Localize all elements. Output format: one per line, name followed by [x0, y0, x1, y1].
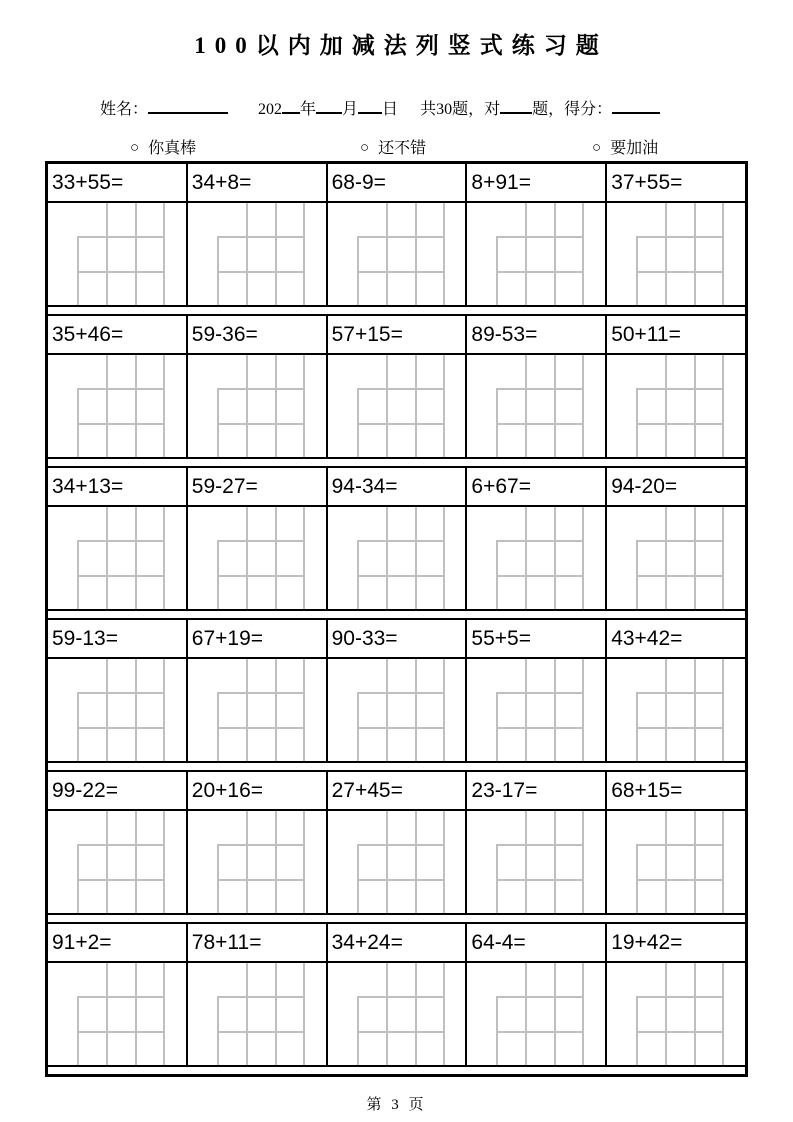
problem-text: 59-36= — [188, 316, 328, 353]
row-spacer — [48, 761, 745, 772]
calc-grid-line — [135, 963, 137, 1065]
calc-grid-line — [275, 355, 277, 457]
vertical-calc-grid-cell — [48, 963, 188, 1065]
problem-text: 34+8= — [188, 164, 328, 201]
problem-text: 34+13= — [48, 468, 188, 505]
calc-grid-line — [525, 203, 527, 305]
calc-grid-line — [496, 236, 584, 238]
calc-grid-line — [415, 659, 417, 761]
calc-grid-line — [246, 963, 248, 1065]
calc-grid-line — [636, 844, 724, 846]
calc-grid-line — [582, 811, 584, 913]
calc-grid-line — [694, 203, 696, 305]
calc-grid-line — [496, 996, 584, 998]
work-area-row — [48, 507, 745, 609]
problem-text: 57+15= — [328, 316, 468, 353]
calc-grid-line — [443, 659, 445, 761]
vertical-calc-grid-cell — [607, 811, 745, 913]
problem-text: 20+16= — [188, 772, 328, 809]
calc-grid-line — [665, 355, 667, 457]
calc-grid-line — [694, 659, 696, 761]
calc-grid-line — [135, 507, 137, 609]
vertical-calc-grid-cell — [48, 355, 188, 457]
vertical-calc-grid-cell — [467, 507, 607, 609]
problem-text: 50+11= — [611, 322, 681, 346]
calc-grid-line — [77, 236, 165, 238]
calc-grid-line — [386, 659, 388, 761]
calc-grid-line — [636, 388, 724, 390]
calc-grid-line — [582, 203, 584, 305]
problem-text: 33+55= — [48, 164, 188, 201]
page-number: 第 3 页 — [366, 1097, 427, 1113]
day-blank-line — [358, 99, 382, 114]
calc-grid-line — [246, 355, 248, 457]
calc-grid-line — [525, 811, 527, 913]
rating-option-great — [130, 135, 196, 158]
problem-block-row-4 — [48, 620, 745, 761]
vertical-calc-grid-cell — [48, 659, 188, 761]
calc-grid-line — [722, 507, 724, 609]
calc-grid-line — [665, 507, 667, 609]
vertical-calc-grid-cell — [188, 355, 328, 457]
calc-grid-line — [357, 727, 445, 729]
name-blank-line — [148, 99, 228, 114]
problem-text: 89-53= — [467, 316, 607, 353]
calc-grid-line — [443, 963, 445, 1065]
problem-text: 8+91= — [467, 164, 607, 201]
calc-grid-line — [77, 692, 165, 694]
vertical-calc-grid-cell — [467, 811, 607, 913]
problem-text: 43+42= — [611, 626, 683, 650]
calc-grid-line — [636, 692, 724, 694]
name-label: 姓名： — [100, 101, 149, 118]
vertical-calc-grid-cell — [607, 203, 745, 305]
rating-option-effort — [592, 135, 658, 158]
calc-grid-line — [554, 507, 556, 609]
problem-block-row-1 — [48, 164, 745, 305]
calc-grid-line — [135, 203, 137, 305]
calc-grid-line — [694, 963, 696, 1065]
calc-grid-line — [694, 355, 696, 457]
problem-text: 94-20= — [611, 474, 678, 498]
vertical-calc-grid-cell — [607, 963, 745, 1065]
calc-grid-line — [525, 355, 527, 457]
calc-grid-line — [636, 1031, 724, 1033]
calc-grid-line — [582, 507, 584, 609]
work-area-row — [48, 203, 745, 305]
problem-block-row-5 — [48, 772, 745, 913]
calc-grid-line — [303, 355, 305, 457]
work-area-row — [48, 355, 745, 457]
vertical-calc-grid-cell — [48, 811, 188, 913]
calc-grid-line — [275, 659, 277, 761]
problem-text: 78+11= — [188, 924, 328, 961]
rating-label: 你真棒 — [148, 140, 197, 157]
row-spacer — [48, 913, 745, 924]
problem-text: 37+55= — [611, 170, 683, 194]
calc-grid-line — [135, 355, 137, 457]
calc-grid-line — [246, 811, 248, 913]
calc-grid-line — [77, 996, 165, 998]
calc-grid-line — [303, 811, 305, 913]
calc-grid-line — [77, 1031, 165, 1033]
problem-text: 6+67= — [467, 468, 607, 505]
calc-grid-line — [77, 423, 165, 425]
calc-grid-line — [217, 1031, 305, 1033]
rating-label: 要加油 — [610, 140, 659, 157]
calc-grid-line — [357, 996, 445, 998]
work-area-row — [48, 963, 745, 1065]
problem-text: 68-9= — [328, 164, 468, 201]
calc-grid-line — [554, 963, 556, 1065]
calc-grid-line — [275, 507, 277, 609]
vertical-calc-grid-cell — [328, 355, 468, 457]
rating-option-ok — [360, 135, 426, 158]
calc-grid-line — [722, 659, 724, 761]
rating-circle-icon: ○ — [130, 140, 140, 156]
problem-text-row — [48, 620, 745, 659]
calc-grid-line — [636, 996, 724, 998]
problem-text-row — [48, 772, 745, 811]
rating-label: 还不错 — [378, 140, 427, 157]
calc-grid-line — [275, 203, 277, 305]
calc-grid-line — [386, 203, 388, 305]
calc-grid-line — [415, 507, 417, 609]
calc-grid-line — [77, 271, 165, 273]
vertical-calc-grid-cell — [467, 963, 607, 1065]
row-spacer — [48, 609, 745, 620]
calc-grid-line — [496, 692, 584, 694]
calc-grid-line — [217, 271, 305, 273]
calc-grid-line — [694, 507, 696, 609]
problem-text: 35+46= — [48, 316, 188, 353]
vertical-calc-grid-cell — [328, 659, 468, 761]
calc-grid-line — [496, 540, 584, 542]
calc-grid-line — [496, 1031, 584, 1033]
rating-circle-icon: ○ — [592, 140, 602, 156]
vertical-calc-grid-cell — [188, 963, 328, 1065]
calc-grid-line — [496, 271, 584, 273]
problem-text: 59-27= — [188, 468, 328, 505]
calc-grid-line — [217, 692, 305, 694]
calc-grid-line — [525, 963, 527, 1065]
calc-grid-line — [357, 388, 445, 390]
day-label: 日 — [382, 101, 399, 118]
calc-grid-line — [386, 963, 388, 1065]
calc-grid-line — [496, 575, 584, 577]
calc-grid-line — [275, 963, 277, 1065]
calc-grid-line — [722, 963, 724, 1065]
year-label: 年 — [300, 101, 317, 118]
calc-grid-line — [496, 423, 584, 425]
problem-text: 23-17= — [467, 772, 607, 809]
problem-text-row — [48, 924, 745, 963]
calc-grid-line — [217, 423, 305, 425]
calc-grid-line — [303, 203, 305, 305]
calc-grid-line — [665, 203, 667, 305]
calc-grid-line — [525, 507, 527, 609]
calc-grid-line — [77, 575, 165, 577]
calc-grid-line — [554, 811, 556, 913]
calc-grid-line — [722, 355, 724, 457]
calc-grid-line — [443, 507, 445, 609]
total-questions-label: 共30题，对 — [420, 101, 501, 118]
problem-text: 94-34= — [328, 468, 468, 505]
calc-grid-line — [217, 996, 305, 998]
calc-grid-line — [357, 271, 445, 273]
calc-grid-line — [525, 659, 527, 761]
calc-grid-line — [443, 203, 445, 305]
calc-grid-line — [303, 963, 305, 1065]
problem-text: 59-13= — [48, 620, 188, 657]
calc-grid-line — [665, 963, 667, 1065]
problem-text: 19+42= — [611, 930, 683, 954]
calc-grid-line — [217, 236, 305, 238]
calc-grid-line — [163, 203, 165, 305]
problem-block-row-6 — [48, 924, 745, 1065]
problem-text-row — [48, 468, 745, 507]
vertical-calc-grid-cell — [607, 507, 745, 609]
vertical-calc-grid-cell — [188, 659, 328, 761]
calc-grid-line — [106, 963, 108, 1065]
calc-grid-line — [636, 540, 724, 542]
calc-grid-line — [217, 879, 305, 881]
calc-grid-line — [246, 203, 248, 305]
calc-grid-line — [163, 507, 165, 609]
vertical-calc-grid-cell — [328, 203, 468, 305]
problem-text-row — [48, 164, 745, 203]
row-spacer — [48, 1065, 745, 1074]
calc-grid-line — [415, 355, 417, 457]
calc-grid-line — [163, 811, 165, 913]
problem-text: 91+2= — [48, 924, 188, 961]
vertical-calc-grid-cell — [607, 355, 745, 457]
month-blank-line — [316, 99, 342, 114]
problem-text: 34+24= — [328, 924, 468, 961]
calc-grid-line — [357, 423, 445, 425]
calc-grid-line — [415, 811, 417, 913]
calc-grid-line — [357, 1031, 445, 1033]
calc-grid-line — [415, 963, 417, 1065]
calc-grid-line — [357, 844, 445, 846]
vertical-calc-grid-cell — [48, 507, 188, 609]
calc-grid-line — [106, 811, 108, 913]
vertical-calc-grid-cell — [328, 811, 468, 913]
calc-grid-line — [496, 879, 584, 881]
calc-grid-line — [636, 236, 724, 238]
calc-grid-line — [722, 811, 724, 913]
calc-grid-line — [275, 811, 277, 913]
page-title: 100以内加减法列竖式练习题 — [194, 33, 608, 58]
problem-text: 68+15= — [611, 778, 683, 802]
calc-grid-line — [554, 203, 556, 305]
date-prefix: 202 — [258, 101, 283, 118]
rating-circle-icon: ○ — [360, 140, 370, 156]
calc-grid-line — [357, 540, 445, 542]
calc-grid-line — [496, 388, 584, 390]
calc-grid-line — [386, 811, 388, 913]
calc-grid-line — [246, 507, 248, 609]
calc-grid-line — [582, 963, 584, 1065]
calc-grid-line — [77, 844, 165, 846]
problem-text: 99-22= — [48, 772, 188, 809]
calc-grid-line — [77, 388, 165, 390]
problem-block-row-2 — [48, 316, 745, 457]
vertical-calc-grid-cell — [467, 659, 607, 761]
vertical-calc-grid-cell — [467, 355, 607, 457]
calc-grid-line — [163, 963, 165, 1065]
vertical-calc-grid-cell — [328, 507, 468, 609]
calc-grid-line — [496, 844, 584, 846]
calc-grid-line — [443, 355, 445, 457]
vertical-calc-grid-cell — [328, 963, 468, 1065]
calc-grid-line — [163, 659, 165, 761]
calc-grid-line — [386, 507, 388, 609]
calc-grid-line — [386, 355, 388, 457]
year-blank-line — [282, 99, 300, 114]
score-label: 题，得分： — [532, 101, 613, 118]
calc-grid-line — [135, 811, 137, 913]
calc-grid-line — [665, 659, 667, 761]
calc-grid-line — [722, 203, 724, 305]
calc-grid-line — [217, 540, 305, 542]
calc-grid-line — [357, 575, 445, 577]
row-spacer — [48, 305, 745, 316]
vertical-calc-grid-cell — [188, 507, 328, 609]
calc-grid-line — [496, 727, 584, 729]
correct-count-blank-line — [500, 99, 532, 114]
calc-grid-line — [636, 575, 724, 577]
problem-text: 27+45= — [328, 772, 468, 809]
calc-grid-line — [636, 727, 724, 729]
calc-grid-line — [106, 507, 108, 609]
calc-grid-line — [77, 727, 165, 729]
ratings-row — [45, 135, 748, 159]
calc-grid-line — [217, 388, 305, 390]
calc-grid-line — [415, 203, 417, 305]
problem-text: 67+19= — [188, 620, 328, 657]
calc-grid-line — [106, 355, 108, 457]
problem-text: 64-4= — [467, 924, 607, 961]
work-area-row — [48, 811, 745, 913]
problem-block-row-3 — [48, 468, 745, 609]
calc-grid-line — [357, 879, 445, 881]
calc-grid-line — [246, 659, 248, 761]
calc-grid-line — [77, 879, 165, 881]
problem-text-row — [48, 316, 745, 355]
problem-text: 55+5= — [467, 620, 607, 657]
calc-grid-line — [554, 659, 556, 761]
vertical-calc-grid-cell — [467, 203, 607, 305]
vertical-calc-grid-cell — [188, 811, 328, 913]
calc-grid-line — [357, 692, 445, 694]
calc-grid-line — [665, 811, 667, 913]
score-blank-line — [612, 99, 660, 114]
month-label: 月 — [342, 101, 359, 118]
calc-grid-line — [135, 659, 137, 761]
calc-grid-line — [636, 423, 724, 425]
vertical-calc-grid-cell — [48, 203, 188, 305]
calc-grid-line — [163, 355, 165, 457]
calc-grid-line — [443, 811, 445, 913]
problem-text: 90-33= — [328, 620, 468, 657]
vertical-calc-grid-cell — [188, 203, 328, 305]
calc-grid-line — [357, 236, 445, 238]
calc-grid-line — [636, 271, 724, 273]
work-area-row — [48, 659, 745, 761]
calc-grid-line — [106, 659, 108, 761]
problems-table — [45, 161, 748, 1077]
calc-grid-line — [217, 575, 305, 577]
calc-grid-line — [77, 540, 165, 542]
calc-grid-line — [303, 507, 305, 609]
meta-line — [100, 96, 793, 119]
calc-grid-line — [554, 355, 556, 457]
calc-grid-line — [303, 659, 305, 761]
calc-grid-line — [636, 879, 724, 881]
calc-grid-line — [582, 659, 584, 761]
calc-grid-line — [217, 844, 305, 846]
vertical-calc-grid-cell — [607, 659, 745, 761]
calc-grid-line — [106, 203, 108, 305]
calc-grid-line — [217, 727, 305, 729]
calc-grid-line — [582, 355, 584, 457]
calc-grid-line — [694, 811, 696, 913]
row-spacer — [48, 457, 745, 468]
